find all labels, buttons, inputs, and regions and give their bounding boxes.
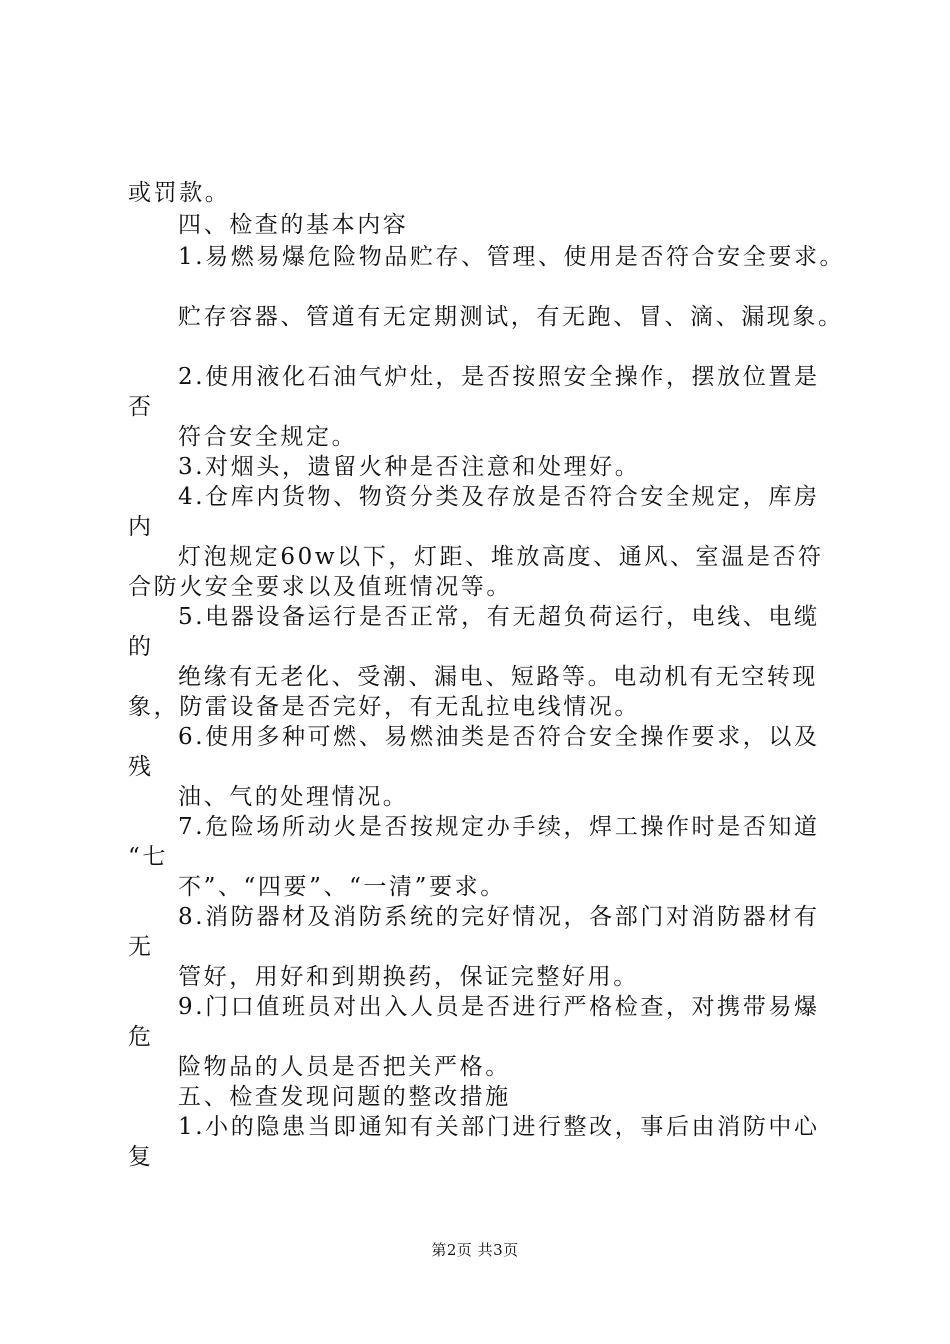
text-line: 5.电器设备运行是否正常，有无超负荷运行，电线、电缆 xyxy=(178,604,820,630)
text-line: 灯泡规定60w以下，灯距、堆放高度、通风、室温是否符 xyxy=(178,544,824,570)
text-line: 3.对烟头，遗留火种是否注意和处理好。 xyxy=(178,454,641,480)
text-line: 6.使用多种可燃、易燃油类是否符合安全操作要求，以及 xyxy=(178,724,820,750)
text-line: 贮存容器、管道有无定期测试，有无跑、冒、滴、漏现象。 xyxy=(178,304,844,330)
text-line: 2.使用液化石油气炉灶，是否按照安全操作，摆放位置是 xyxy=(178,364,820,390)
text-line: 危 xyxy=(128,1024,154,1050)
page-footer: 第2页 共3页 xyxy=(431,1241,519,1259)
text-line: 象，防雷设备是否完好，有无乱拉电线情况。 xyxy=(128,694,640,720)
text-line: 否 xyxy=(128,394,154,420)
text-line: 内 xyxy=(128,514,154,540)
text-line: 9.门口值班员对出入人员是否进行严格检查，对携带易爆 xyxy=(178,994,820,1020)
text-line: 或罚款。 xyxy=(128,180,231,206)
text-line: 残 xyxy=(128,754,154,780)
section-heading: 四、检查的基本内容 xyxy=(178,212,409,238)
text-line: 7.危险场所动火是否按规定办手续，焊工操作时是否知道 xyxy=(178,814,820,840)
section-heading: 五、检查发现问题的整改措施 xyxy=(178,1084,511,1110)
text-line: 的 xyxy=(128,634,154,660)
text-line: 1.易燃易爆危险物品贮存、管理、使用是否符合安全要求。 xyxy=(178,244,846,270)
text-line: 绝缘有无老化、受潮、漏电、短路等。电动机有无空转现 xyxy=(178,664,818,690)
text-line: 复 xyxy=(128,1144,154,1170)
text-line: 油、气的处理情况。 xyxy=(178,784,409,810)
text-line: 无 xyxy=(128,934,154,960)
text-line: 合防火安全要求以及值班情况等。 xyxy=(128,574,512,600)
text-line: 1.小的隐患当即通知有关部门进行整改，事后由消防中心 xyxy=(178,1114,820,1140)
text-line: 8.消防器材及消防系统的完好情况，各部门对消防器材有 xyxy=(178,904,820,930)
text-line: 管好，用好和到期换药，保证完整好用。 xyxy=(178,964,639,990)
text-line: “七 xyxy=(128,844,168,870)
text-line: 险物品的人员是否把关严格。 xyxy=(178,1054,511,1080)
text-line: 4.仓库内货物、物资分类及存放是否符合安全规定，库房 xyxy=(178,484,820,510)
text-line: 符合安全规定。 xyxy=(178,424,358,450)
text-line: 不”、“四要”、“一清”要求。 xyxy=(178,874,506,900)
